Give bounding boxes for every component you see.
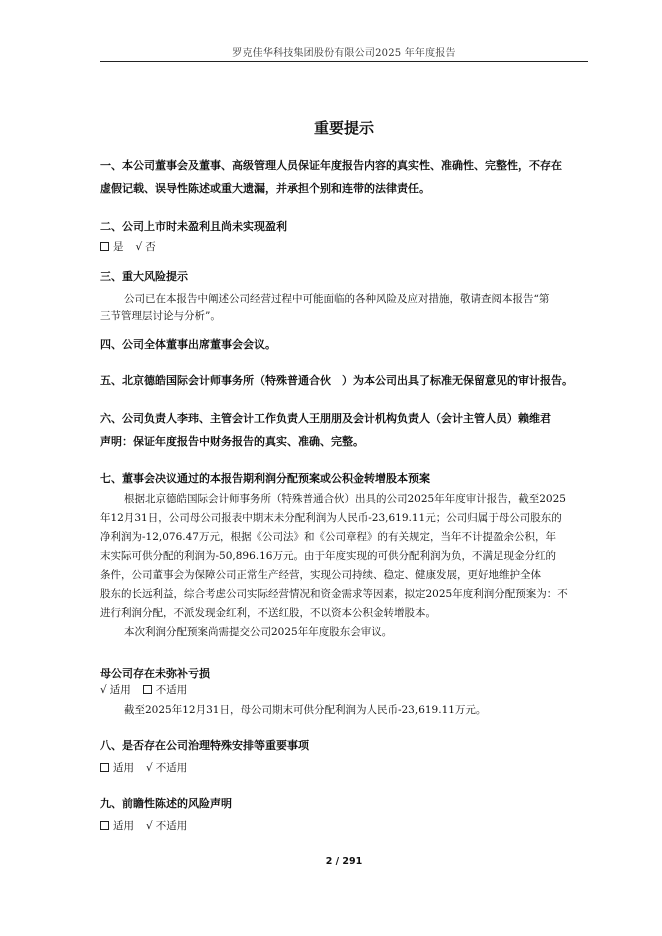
section-7-text-line: 股东的长远利益，综合考虑公司实际经营情况和资金需求等因素，拟定2025年度利润分配预案为：不 <box>100 588 568 600</box>
section-9-options <box>100 817 187 835</box>
checkbox-unchecked <box>100 242 109 251</box>
section-1-line-1: 一、本公司董事会及董事、高级管理人员保证年度报告内容的真实性、准确性、完整性，不存在 <box>100 159 562 172</box>
page-number: 2 / 291 <box>325 856 363 867</box>
section-2-heading: 二、公司上市时未盈利且尚未实现盈利 <box>100 220 287 233</box>
check-mark-icon: √ <box>100 684 107 696</box>
section-8-heading: 八、是否存在公司治理特殊安排等重要事项 <box>100 739 309 752</box>
option-applicable-label: 适用 <box>113 762 134 774</box>
check-mark-icon: √ <box>146 820 153 832</box>
section-7-text-line: 年12月31日，公司母公司报表中期末未分配利润为人民币-23,619.11元；公司归属于母公司股东的 <box>100 512 562 524</box>
check-mark-icon: √ <box>135 241 143 253</box>
section-4-heading: 四、公司全体董事出席董事会会议。 <box>100 338 276 351</box>
option-yes-label: 是 <box>113 241 124 253</box>
loss-text: 截至2025年12月31日，母公司期末可供分配利润为人民币-23,619.11万元。 <box>124 704 487 716</box>
header-rule <box>100 61 588 62</box>
section-3-text-line-2: 三节管理层讨论与分析”。 <box>100 310 221 322</box>
section-7-note: 本次利润分配预案尚需提交公司2025年年度股东会审议。 <box>124 626 393 638</box>
option-no-label: 否 <box>145 241 156 253</box>
section-3-text-line-1: 公司已在本报告中阐述公司经营过程中可能面临的各种风险及应对措施，敬请查阅本报告“第 <box>124 293 550 305</box>
check-mark-icon: √ <box>146 762 153 774</box>
checkbox-unchecked <box>100 821 109 830</box>
section-7-text-line: 条件，公司董事会为保障公司正常生产经营，实现公司持续、稳定、健康发展，更好地维护全体 <box>100 569 541 581</box>
section-7-heading: 七、董事会决议通过的本报告期利润分配预案或公积金转增股本预案 <box>100 472 430 485</box>
section-8-options <box>100 759 187 777</box>
section-9-heading: 九、前瞻性陈述的风险声明 <box>100 797 232 810</box>
section-7-text-line: 净利润为-12,076.47万元，根据《公司法》和《公司章程》的有关规定，当年不计提盈余公积，年 <box>100 531 556 543</box>
option-applicable-label: 适用 <box>109 684 131 696</box>
option-not-applicable-label: 不适用 <box>155 684 188 696</box>
section-5-heading: 五、北京德皓国际会计师事务所（特殊普通合伙 ）为本公司出具了标准无保留意见的审计报告。 <box>100 374 573 387</box>
section-6-line-1: 六、公司负责人李玮、主管会计工作负责人王朋朋及会计机构负责人（会计主管人员）赖维君 <box>100 412 551 425</box>
section-1-line-2: 虚假记载、误导性陈述或重大遗漏，并承担个别和连带的法律责任。 <box>100 182 430 195</box>
running-header: 罗克佳华科技集团股份有限公司2025 年年度报告 <box>232 48 456 59</box>
section-6-line-2: 声明：保证年度报告中财务报告的真实、准确、完整。 <box>100 435 364 448</box>
loss-heading: 母公司存在未弥补亏损 <box>100 667 210 680</box>
loss-options <box>100 681 187 699</box>
section-3-heading: 三、重大风险提示 <box>100 270 188 283</box>
page-title: 重要提示 <box>313 119 374 137</box>
section-7-text-line: 进行利润分配，不派发现金红利，不送红股，不以资本公积金转增股本。 <box>100 607 436 619</box>
section-7-text-line: 根据北京德皓国际会计师事务所（特殊普通合伙）出具的公司2025年年度审计报告，截至2025 <box>124 493 566 505</box>
option-not-applicable-label: 不适用 <box>155 762 188 774</box>
section-2-options <box>100 238 156 256</box>
option-not-applicable-label: 不适用 <box>155 820 188 832</box>
option-applicable-label: 适用 <box>113 820 134 832</box>
checkbox-unchecked <box>143 685 152 694</box>
section-7-text-line: 末实际可供分配的利润为-50,896.16万元。由于年度实现的可供分配利润为负，不满足现金分红的 <box>100 550 556 562</box>
checkbox-unchecked <box>100 763 109 772</box>
